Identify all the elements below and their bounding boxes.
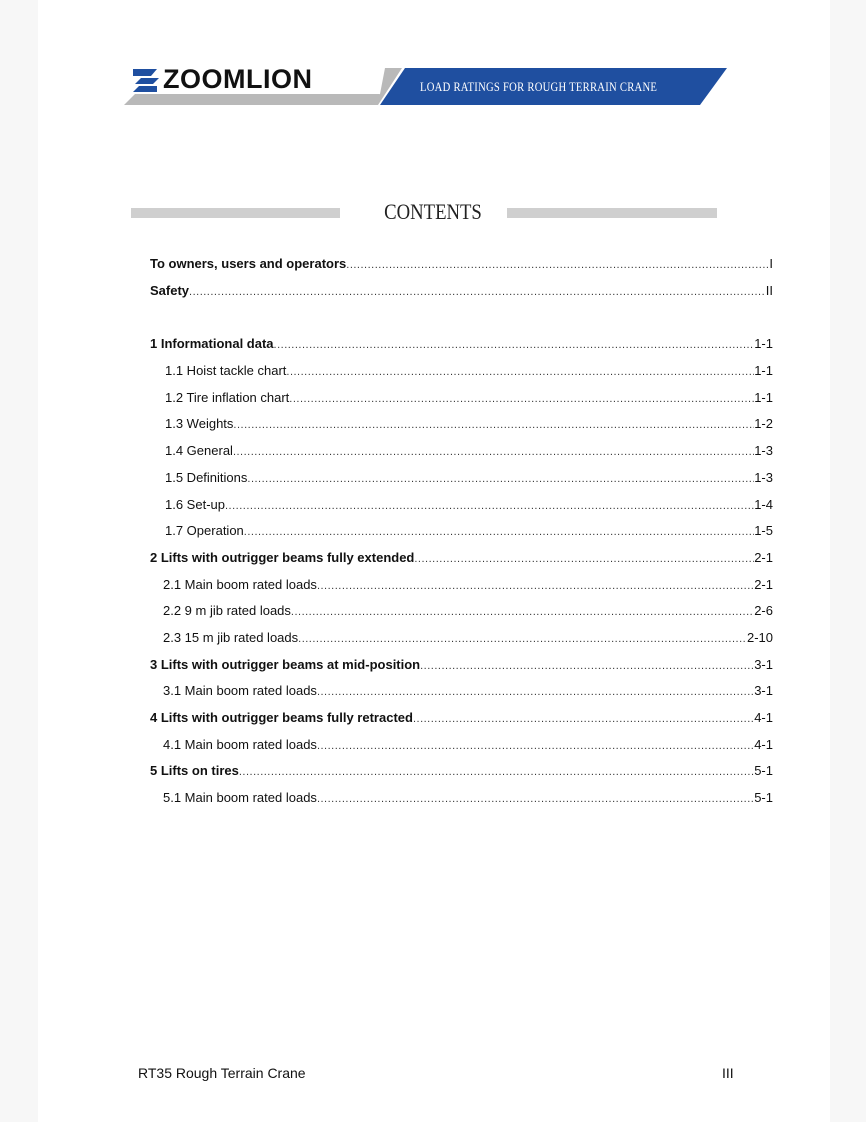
toc-entry[interactable] xyxy=(150,278,773,305)
toc-entry-title: 2 Lifts with outrigger beams fully extended xyxy=(150,549,415,565)
toc-entry[interactable] xyxy=(150,572,773,599)
toc-entry[interactable] xyxy=(150,251,773,278)
toc-entry[interactable] xyxy=(150,545,773,572)
toc-entry-title: 2.2 9 m jib rated loads xyxy=(163,603,291,619)
toc-leader-dots xyxy=(346,252,769,279)
toc-entry-page: 2-10 xyxy=(746,629,773,645)
toc-leader-dots xyxy=(244,519,754,546)
toc-entry[interactable] xyxy=(150,758,773,785)
toc-leader-dots xyxy=(413,706,754,733)
footer-title: RT35 Rough Terrain Crane xyxy=(138,1065,306,1081)
toc-entry[interactable] xyxy=(150,652,773,679)
footer-page-number: III xyxy=(722,1065,734,1081)
toc-entry-title: 1.4 General xyxy=(165,443,233,459)
toc-leader-dots xyxy=(286,359,754,386)
toc-entry-title: To owners, users and operators xyxy=(150,256,347,271)
toc-entry-title: 1.7 Operation xyxy=(165,523,244,539)
toc-entry[interactable] xyxy=(150,678,773,705)
toc-entry-page: I xyxy=(769,256,773,271)
toc-entry[interactable] xyxy=(150,411,773,438)
toc-leader-dots xyxy=(317,733,754,760)
toc-entry-title: 4 Lifts with outrigger beams fully retracted xyxy=(150,710,413,725)
toc-entry-title: 1.3 Weights xyxy=(165,416,234,432)
toc-entry-page: 1-5 xyxy=(754,523,773,539)
brand-logo: ZOOMLION xyxy=(163,64,313,94)
toc-leader-dots xyxy=(414,546,754,573)
toc-entry-title: 3.1 Main boom rated loads xyxy=(163,683,317,699)
toc-entry[interactable] xyxy=(150,385,773,412)
toc-entry-title: Safety xyxy=(150,282,190,298)
toc-entry[interactable] xyxy=(150,518,773,545)
toc-entry-page: 3-1 xyxy=(754,656,773,672)
toc-entry-title: 2.1 Main boom rated loads xyxy=(163,576,317,592)
toc-leader-dots xyxy=(274,332,755,359)
toc-entry[interactable] xyxy=(150,465,773,492)
toc-entry-page: 4-1 xyxy=(754,736,773,752)
toc-entry-page: 1-1 xyxy=(754,336,773,352)
toc-leader-dots xyxy=(317,573,754,600)
toc-entry-page: 1-4 xyxy=(754,496,773,512)
toc-entry-page: 3-1 xyxy=(754,683,773,699)
toc-leader-dots xyxy=(233,412,754,439)
toc-entry-page: 1-3 xyxy=(754,443,773,459)
toc-entry-title: 1.2 Tire inflation chart xyxy=(165,389,290,405)
header-graphic xyxy=(0,0,866,130)
toc-entry-title: 1.6 Set-up xyxy=(165,496,225,512)
toc-entry-title: 5.1 Main boom rated loads xyxy=(163,790,317,806)
toc-entry-page: 5-1 xyxy=(754,790,773,806)
toc-entry-title: 3 Lifts with outrigger beams at mid-position xyxy=(150,656,421,672)
toc-leader-dots xyxy=(317,786,754,813)
toc-entry[interactable] xyxy=(150,705,773,732)
toc-entry-title: 1.1 Hoist tackle chart xyxy=(165,363,287,379)
toc-leader-dots xyxy=(298,626,747,653)
toc-entry-page: 4-1 xyxy=(754,710,773,725)
toc-entry-page: 5-1 xyxy=(754,763,773,779)
toc-entry-title: 1.5 Definitions xyxy=(165,469,248,485)
toc-leader-dots xyxy=(233,439,754,466)
toc-entry-page: 1-3 xyxy=(754,469,773,485)
toc-entry-page: 1-1 xyxy=(754,389,773,405)
toc-entry-title: 4.1 Main boom rated loads xyxy=(163,736,317,752)
toc-leader-dots xyxy=(317,679,754,706)
toc-entry[interactable] xyxy=(150,785,773,812)
toc-leader-dots xyxy=(247,466,754,493)
toc-entry[interactable] xyxy=(150,358,773,385)
toc-entry[interactable] xyxy=(150,625,773,652)
toc-entry[interactable] xyxy=(150,492,773,519)
toc-leader-dots xyxy=(189,279,766,306)
toc-entry-page: II xyxy=(765,282,773,298)
toc-entry-title: 5 Lifts on tires xyxy=(150,763,239,779)
header-title: LOAD RATINGS FOR ROUGH TERRAIN CRANE xyxy=(420,80,658,94)
toc-entry-page: 2-1 xyxy=(754,549,773,565)
toc-entry-title: 1 Informational data xyxy=(150,336,274,352)
toc-entry-page: 2-1 xyxy=(754,576,773,592)
toc-entry-page: 2-6 xyxy=(754,603,773,619)
toc-leader-dots xyxy=(239,759,754,786)
toc-entry[interactable] xyxy=(150,598,773,625)
contents-heading: CONTENTS xyxy=(384,199,482,224)
toc-leader-dots xyxy=(289,386,754,413)
table-of-contents xyxy=(150,251,773,812)
toc-entry[interactable] xyxy=(150,331,773,358)
toc-entry-page: 1-2 xyxy=(754,416,773,432)
toc-leader-dots xyxy=(420,653,754,680)
page-header xyxy=(0,0,866,130)
toc-entry-title: 2.3 15 m jib rated loads xyxy=(163,629,299,645)
toc-leader-dots xyxy=(291,599,754,626)
toc-entry-page: 1-1 xyxy=(754,363,773,379)
toc-entry[interactable] xyxy=(150,732,773,759)
toc-leader-dots xyxy=(225,493,754,520)
toc-entry[interactable] xyxy=(150,438,773,465)
zoomlion-logo-icon xyxy=(133,69,159,92)
